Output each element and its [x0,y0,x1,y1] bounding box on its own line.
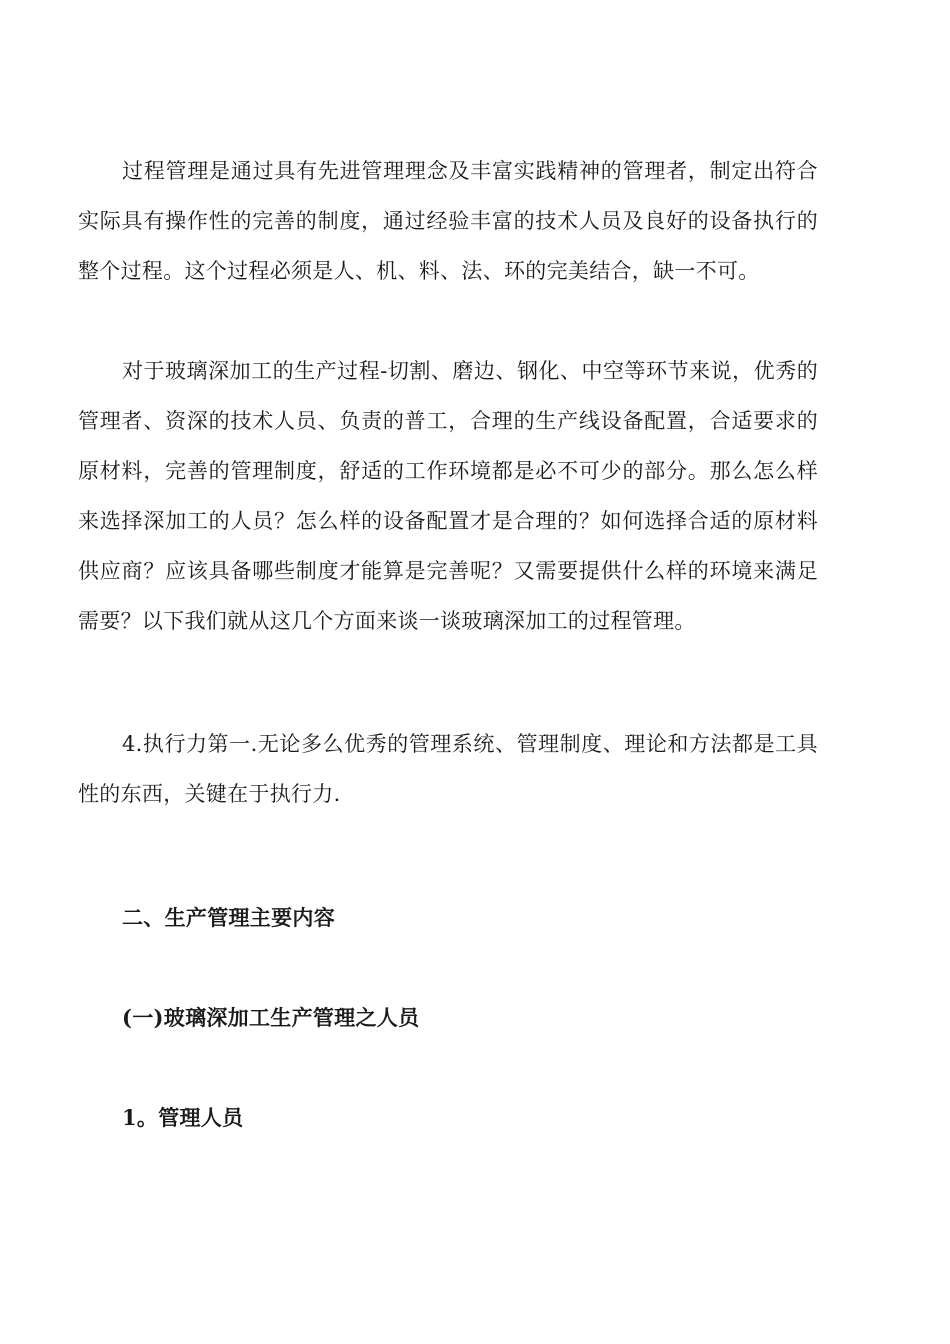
subsection-heading-personnel: (一)玻璃深加工生产管理之人员 [122,1005,420,1030]
section-heading-production-management: 二、生产管理主要内容 [122,905,335,930]
paragraph-deep-processing: 对于玻璃深加工的生产过程-切割、磨边、钢化、中空等环节来说，优秀的管理者、资深的技术人员、负责的普工，合理的生产线设备配置，合适要求的原材料，完善的管理制度，舒适的工作环境都是必不可少的部分。那么怎么样来选择深加工的人员？怎么样的设备配置才是合理的？如何选择合适的原材料供应商？应该具备哪些制度才能算是完善呢？又需要提供什么样的环境来满足需要？以下我们就从这几个方面来谈一谈玻璃深加工的过程管理。 [78,359,818,633]
paragraph-process-management: 过程管理是通过具有先进管理理念及丰富实践精神的管理者，制定出符合实际具有操作性的完善的制度，通过经验丰富的技术人员及良好的设备执行的整个过程。这个过程必须是人、机、料、法、环的完美结合，缺一不可。 [78,159,818,283]
paragraph-execution-first: 4.执行力第一.无论多么优秀的管理系统、管理制度、理论和方法都是工具性的东西，关键在于执行力. [78,732,818,806]
subsection-heading-management-staff: 1。管理人员 [122,1105,244,1130]
